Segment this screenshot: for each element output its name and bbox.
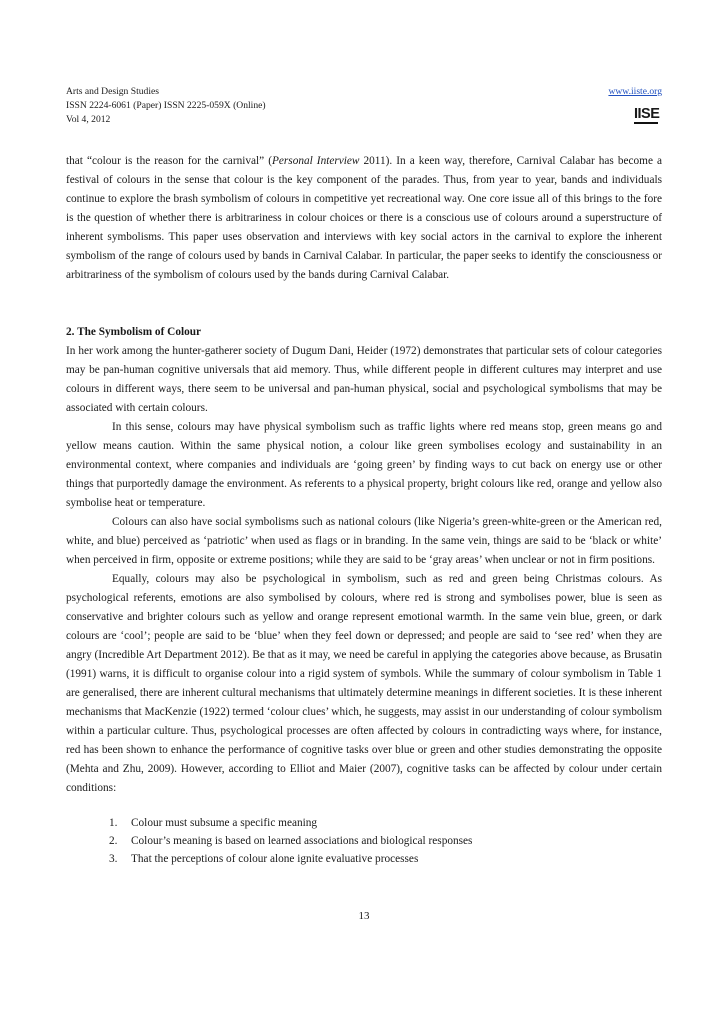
list-number: 2.	[109, 835, 118, 847]
page-number: 13	[358, 910, 370, 922]
conditions-list	[66, 814, 662, 868]
journal-name: Arts and Design Studies	[66, 86, 160, 97]
paragraph-psychological-symbolism: Equally, colours may also be psychological in symbolism, such as red and green being Christmas colours. As psychological referents, emotions are also symbolised by colours, where red is strong and symbolises power, blue is seen as conservative and brighter colours such as yellow and orange represent emotional warmth. In the same vein blue, green, or dark colours are ‘cool’; people are said to be ‘blue’ when they feel down or depressed; and people are said to ‘see red’ when they are angry (Incredible Art Department 2012). Be that as it may, we need be careful in applying the categories above because, as Brusatin (1991) warns, it is difficult to organise colour into a rigid system of symbols. While the summary of colour symbolism in Table 1 are generalised, there are inherent cultural mechanisms that ultimately determine meanings in different societies. It is these inherent mechanisms that MacKenzie (1922) termed ‘colour clues’ which, he suggests, may assist in our understanding of colour symbolism within a particular culture. Thus, psychological processes are often affected by colours in contradicting ways where, for instance, red has been shown to enhance the performance of cognitive tasks over blue or green and other studies demonstrating the opposite (Mehta and Zhu, 2009). However, according to Elliot and Maier (2007), cognitive tasks can be affected by colour under certain conditions:	[66, 573, 662, 794]
journal-info	[66, 85, 662, 127]
logo-text: IISE	[634, 106, 660, 122]
journal-header	[66, 85, 662, 135]
list-item	[109, 814, 662, 832]
article-body	[66, 152, 662, 868]
list-item	[109, 850, 662, 868]
paragraph-physical-symbolism: In this sense, colours may have physical symbolism such as traffic lights where red means stop, green means go and yellow means caution. Within the same physical notion, a colour like green symbolises ecology and sustainability in an environmental context, where companies and individuals are ‘going green’ by finding ways to cut back on energy use or other things that purportedly damage the environment. As referents to a physical property, bright colours like red, orange and yellow also symbolise heat or temperature.	[66, 421, 662, 509]
iiste-logo	[634, 106, 658, 132]
list-text: That the perceptions of colour alone ignite evaluative processes	[131, 853, 419, 865]
list-text: Colour must subsume a specific meaning	[131, 817, 318, 829]
section-gap	[66, 285, 662, 305]
list-number: 3.	[109, 853, 118, 865]
paragraph-text: 2011). In a keen way, therefore, Carnival Calabar has become a festival of colours in the sense that colour is the key component of the parades. Thus, from year to year, bands and individuals continue to explore the brash symbolism of colours in competitive yet recreational way. One core issue all of this brings to the fore is the question of whether there is arbitrariness in colour choices or there is a conscious use of colours around a superstructure of inherent symbolisms. This paper uses observation and interviews with key social actors in the carnival to explore the inherent symbolism of the range of colours used by bands in Carnival Calabar. In particular, the paper seeks to identify the consciousness or arbitrariness of the symbolism of colours used by the bands during Carnival Calabar.	[66, 155, 662, 281]
citation-emphasis: Personal Interview	[271, 155, 360, 167]
journal-volume: Vol 4, 2012	[66, 114, 111, 125]
paragraph-text: that “colour is the reason for the carnival” (	[66, 155, 272, 167]
list-text: Colour’s meaning is based on learned associations and biological responses	[131, 835, 473, 847]
list-item	[109, 832, 662, 850]
logo-underline	[634, 122, 658, 124]
section-heading: 2. The Symbolism of Colour	[66, 326, 202, 338]
journal-issn: ISSN 2224-6061 (Paper) ISSN 2225-059X (Online)	[66, 100, 266, 111]
paragraph-heider: In her work among the hunter-gatherer society of Dugum Dani, Heider (1972) demonstrates that particular sets of colour categories may be pan-human cognitive universals that aid memory. Thus, while different people in different cultures may interpret and use colours in different ways, there seem to be universal and pan-human physical, social and psychological symbolisms that may be associated with certain colours.	[66, 345, 662, 414]
journal-url-link[interactable]: www.iiste.org	[608, 86, 662, 97]
paragraph-social-symbolism: Colours can also have social symbolisms such as national colours (like Nigeria’s green-white-green or the American red, white, and blue) perceived as ‘patriotic’ when used as flags or in branding. In the same vein, things are said to be ‘black or white’ when perceived in firm, opposite or extreme positions; while they are said to be ‘gray areas’ when unclear or not in firm positions.	[66, 516, 662, 566]
list-number: 1.	[109, 817, 118, 829]
paragraph-intro-continued	[66, 152, 662, 285]
